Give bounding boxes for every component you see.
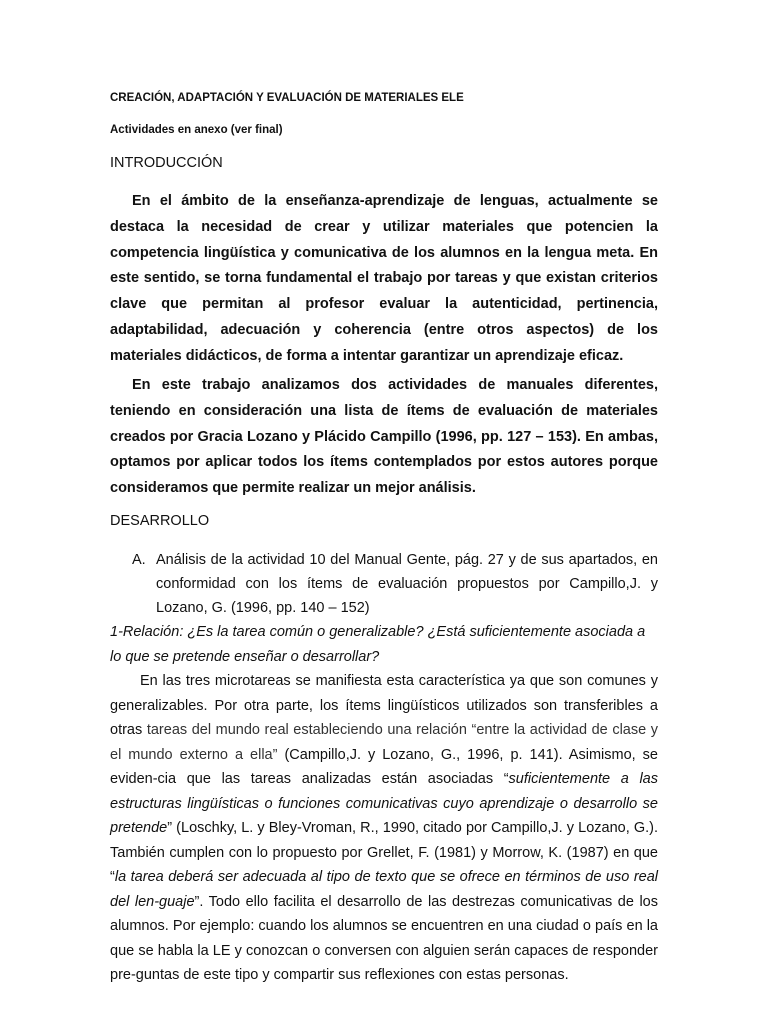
document-title: CREACIÓN, ADAPTACIÓN Y EVALUACIÓN DE MATERIALES ELE [110,92,464,104]
document-subtitle: Actividades en anexo (ver final) [110,124,283,136]
document-page [110,0,658,1024]
intro-paragraph-2: En este trabajo analizamos dos actividades de manuales diferentes, teniendo en consideración una lista de ítems de evaluación de materiales creados por Gracia Lozano y Plácido Campillo (1996, pp. 127 – 153). En ambas, optamos por aplicar todos los ítems contemplados por estos autores porque consideramos que permite realizar un mejor análisis. [110,377,658,497]
evaluation-question: 1-Relación: ¿Es la tarea común o generalizable? ¿Está suficientemente asociada a lo que se pretende enseñar o desarrollar? [110,624,646,665]
analysis-quote-2: suficientemente a las estructuras lingüísticas o funciones comunicativas cuyo aprendizaje o desarrollo se pretende [110,771,658,836]
analysis-quote-1: tareas del mundo real estableciendo una relación “entre la actividad de clase y el mundo externo a ella” [110,722,659,763]
analysis-text-3: ” (Loschky, L. y Bley-Vroman, R., 1990, citado por Campillo,J. y Lozano, G.). También cumplen con lo propuesto por Grellet, F. (1981) y Morrow, K. (1987) en que “ [110,820,658,885]
analysis-text-1: En las tres microtareas se manifiesta esta característica ya que son comunes y generalizables. Por otra parte, los ítems lingüísticos utilizados son transferibles a otras [110,673,658,738]
list-item [110,548,658,620]
section-heading-desarrollo: DESARROLLO [110,513,210,529]
list-item-text: Análisis de la actividad 10 del Manual Gente, pág. 27 y de sus apartados, en conformidad con los ítems de evaluación propuestos por Campillo,J. y Lozano, G. (1996, pp. 140 – 152) [156,552,658,616]
list-marker: A. [132,552,146,568]
analysis-text-2: (Campillo,J. y Lozano, G., 1996, p. 141). Asimismo, se eviden-cia que las tareas analizadas están asociadas “ [110,746,658,787]
intro-paragraph-1: En el ámbito de la enseñanza-aprendizaje de lenguas, actualmente se destaca la necesidad de crear y utilizar materiales que potencien la competencia lingüística y comunicativa de los alumnos en la lengua meta. En este sentido, se torna fundamental el trabajo por tareas y que existan criterios clave que permitan al profesor evaluar la autenticidad, pertinencia, adaptabilidad, adecuación y coherencia (entre otros aspectos) de los materiales didácticos, de forma a intentar garantizar un aprendizaje eficaz. [110,193,658,364]
analysis-text-4: ”. Todo ello facilita el desarrollo de las destrezas comunicativas de los alumnos. Por ejemplo: cuando los alumnos se encuentren en una ciudad o país en la que se habla la LE y conozcan o conversen con alguien serán capaces de responder pre-guntas de este tipo y compartir sus reflexiones con estas personas. [110,893,658,983]
analysis-paragraph [110,669,658,988]
analysis-quote-3: la tarea deberá ser adecuada al tipo de texto que se ofrece en términos de uso real del len-guaje [110,869,658,910]
section-heading-introduccion: INTRODUCCIÓN [110,155,223,171]
